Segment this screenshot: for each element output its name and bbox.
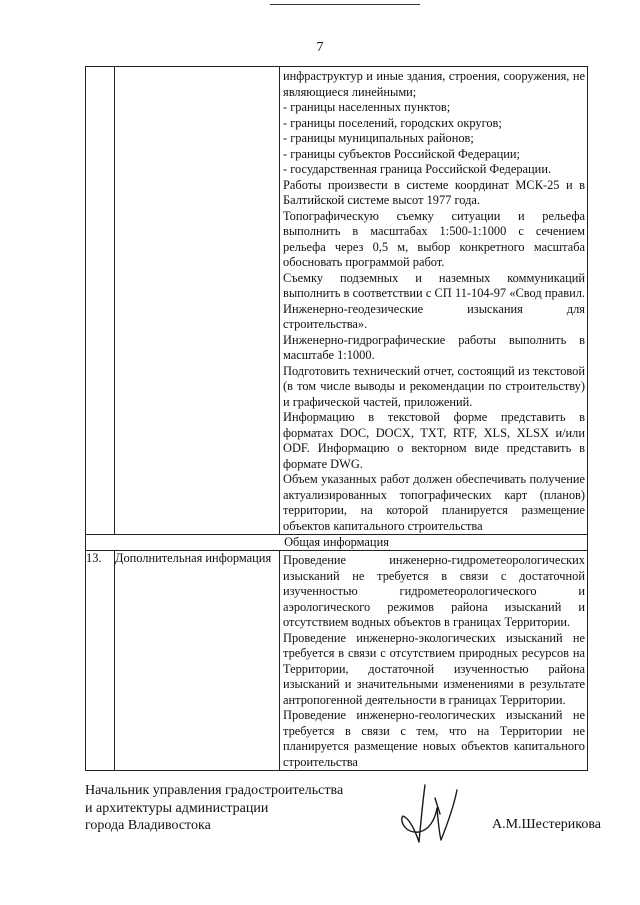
section-header: Общая информация — [86, 535, 588, 551]
row-13-content — [280, 551, 587, 770]
handwritten-signature — [395, 780, 465, 850]
number-cell-empty — [86, 67, 115, 535]
row-number: 13. — [86, 551, 115, 771]
table-row-13 — [86, 551, 588, 771]
requirements-table — [85, 66, 588, 771]
paragraph: Съемку подземных и наземных коммуникаций выполнить в соответствии с СП 11-104-97 «Свод правил. Инженерно-геодезические изыскания для строительства». — [283, 270, 585, 331]
table-row-continued — [86, 67, 588, 535]
continued-content — [280, 67, 587, 534]
paragraph: - границы поселений, городских округов; — [283, 115, 502, 130]
top-rule — [270, 4, 420, 5]
content-cell — [280, 551, 588, 771]
signer-name: А.М.Шестерикова — [492, 817, 602, 832]
paragraph: - границы населенных пунктов; — [283, 100, 451, 114]
paragraph: Информацию в текстовой форме представить в форматах DOC, DOCX, TXT, RTF, XLS, XLSX и/или ODF. Информацию о векторном виде представить в формате DWG. — [283, 410, 585, 471]
paragraph: - границы субъектов Российской Федерации; — [283, 146, 520, 161]
label-cell-empty — [115, 67, 280, 535]
paragraph: Проведение инженерно-геологических изысканий не требуется в связи с тем, что на Территории не планируется размещение новых объектов капитального строительства — [283, 708, 585, 769]
paragraph: Работы произвести в системе координат МСК-25 и в Балтийской системе высот 1977 года. — [283, 177, 585, 207]
paragraph: - границы муниципальных районов; — [283, 131, 474, 145]
paragraph: инфраструктур и иные здания, строения, сооружения, не являющиеся линейными; — [283, 69, 585, 99]
paragraph: Инженерно-гидрографические работы выполнить в масштабе 1:1000. — [283, 332, 585, 362]
position-line: Начальник управления градостроительства — [85, 783, 344, 798]
paragraph: Подготовить технический отчет, состоящий из текстовой (в том числе выводы и рекомендации по строительству) и графической частей, приложений. — [283, 363, 585, 409]
signer-position — [85, 782, 343, 835]
paragraph: Проведение инженерно-гидрометеорологических изысканий не требуется в связи с достаточной изученностью гидрометеорологического и аэрологического режимов района изысканий и отсутствием водных объектов в границах Территории. — [283, 553, 585, 629]
section-header-row — [86, 535, 588, 551]
position-line: города Владивостока — [85, 818, 211, 833]
paragraph: Топографическую съемку ситуации и рельефа выполнить в масштабах 1:500-1:1000 с сечением рельефа через 0,5 м, выбор конкретного масштаба обосновать программой работ. — [283, 208, 585, 269]
position-line: и архитектуры администрации — [85, 800, 269, 816]
content-cell — [280, 67, 588, 535]
paragraph: - государственная граница Российской Федерации. — [283, 162, 552, 176]
paragraph: Объем указанных работ должен обеспечивать получение актуализированных топографических карт (планов) территории, на которой планируется размещение объектов капитального строительства — [283, 472, 585, 533]
page-number: 7 — [316, 40, 324, 55]
paragraph: Проведение инженерно-экологических изысканий не требуется в связи с отсутствием природных ресурсов на Территории, достаточной изученностью района изысканий и значительными изменениями в результате антропогенной деятельности в границах Территории. — [283, 630, 585, 707]
row-label: Дополнительная информация — [115, 551, 280, 771]
